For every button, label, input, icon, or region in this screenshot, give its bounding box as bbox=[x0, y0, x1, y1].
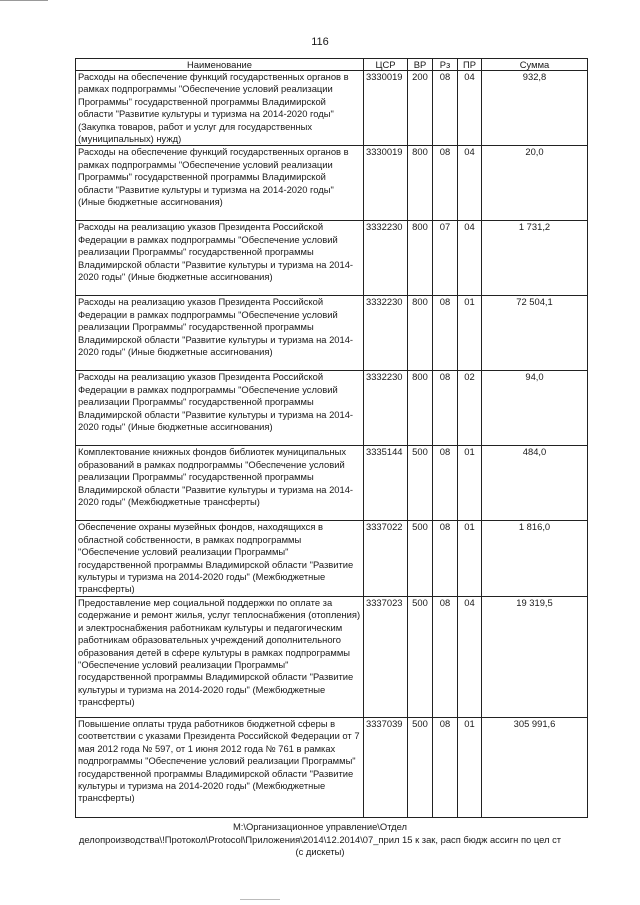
row-name: Расходы на реализацию указов Президента Российской Федерации в рамках подпрограммы "Обеспечение условий реализации Программы" государственной программы Владимирской области "Развитие культуры и туризма на 2014-2020 годы" (Иные бюджетные ассигнования) bbox=[76, 371, 364, 446]
row-sum: 94,0 bbox=[482, 371, 588, 446]
row-vr: 500 bbox=[408, 717, 433, 817]
row-csr: 3337022 bbox=[364, 521, 408, 596]
row-vr: 800 bbox=[408, 371, 433, 446]
row-rz: 08 bbox=[433, 296, 458, 371]
row-pr: 04 bbox=[458, 71, 482, 146]
scan-bottom-mark bbox=[240, 899, 280, 900]
row-vr: 200 bbox=[408, 71, 433, 146]
row-name: Обеспечение охраны музейных фондов, находящихся в областной собственности, в рамках подпрограммы "Обеспечение условий реализации Программы" государственной программы Владимирской области "Развитие культуры и туризма на 2014-2020 годы" (Межбюджетные трансферты) bbox=[76, 521, 364, 596]
row-name: Расходы на реализацию указов Президента Российской Федерации в рамках подпрограммы "Обеспечение условий реализации Программы" государственной программы Владимирской области "Развитие культуры и туризма на 2014-2020 годы" (Иные бюджетные ассигнования) bbox=[76, 221, 364, 296]
row-sum: 932,8 bbox=[482, 71, 588, 146]
row-rz: 08 bbox=[433, 371, 458, 446]
row-name: Предоставление мер социальной поддержки по оплате за содержание и ремонт жилья, услуг теплоснабжения (отопления) и электроснабжения работникам культуры и педагогическим работникам образовательных учреждений дополнительного образования детей в сфере культуры в рамках подпрограммы "Обеспечение условий реализации Программы" государственной программы Владимирской области "Развитие культуры и туризма на 2014-2020 годы" (Межбюджетные трансферты) bbox=[76, 596, 364, 717]
row-rz: 08 bbox=[433, 146, 458, 221]
row-csr: 3337039 bbox=[364, 717, 408, 817]
page-number: 116 bbox=[311, 36, 329, 48]
header-rz: Рз bbox=[433, 59, 458, 71]
row-pr: 04 bbox=[458, 146, 482, 221]
row-pr: 01 bbox=[458, 446, 482, 521]
scan-edge-mark bbox=[0, 0, 48, 1]
row-name: Расходы на обеспечение функций государственных органов в рамках подпрограммы "Обеспечение условий реализации Программы" государственной программы Владимирской области "Развитие культуры и туризма на 2014-2020 годы" (Закупка товаров, работ и услуг для государственных (муниципальных) нужд) bbox=[76, 71, 364, 146]
table-row bbox=[76, 446, 588, 521]
row-name: Комплектование книжных фондов библиотек муниципальных образований в рамках подпрограммы "Обеспечение условий реализации Программы" государственной программы Владимирской области "Развитие культуры и туризма на 2014-2020 годы" (Межбюджетные трансферты) bbox=[76, 446, 364, 521]
header-sum: Сумма bbox=[482, 59, 588, 71]
table-row bbox=[76, 146, 588, 221]
table-row bbox=[76, 371, 588, 446]
header-csr: ЦСР bbox=[364, 59, 408, 71]
row-csr: 3332230 bbox=[364, 371, 408, 446]
row-pr: 01 bbox=[458, 717, 482, 817]
budget-table bbox=[75, 58, 588, 818]
row-csr: 3332230 bbox=[364, 296, 408, 371]
table-row bbox=[76, 221, 588, 296]
row-vr: 800 bbox=[408, 221, 433, 296]
table-row bbox=[76, 296, 588, 371]
file-path-footer bbox=[40, 821, 600, 859]
row-vr: 800 bbox=[408, 146, 433, 221]
row-rz: 07 bbox=[433, 221, 458, 296]
row-vr: 500 bbox=[408, 521, 433, 596]
row-sum: 20,0 bbox=[482, 146, 588, 221]
row-csr: 3335144 bbox=[364, 446, 408, 521]
row-pr: 01 bbox=[458, 521, 482, 596]
row-pr: 01 bbox=[458, 296, 482, 371]
row-vr: 800 bbox=[408, 296, 433, 371]
header-pr: ПР bbox=[458, 59, 482, 71]
row-pr: 04 bbox=[458, 221, 482, 296]
row-pr: 04 bbox=[458, 596, 482, 717]
footer-line-3: (с дискеты) bbox=[295, 846, 345, 857]
row-rz: 08 bbox=[433, 596, 458, 717]
row-rz: 08 bbox=[433, 717, 458, 817]
row-csr: 3332230 bbox=[364, 221, 408, 296]
table-header-row bbox=[76, 59, 588, 71]
row-rz: 08 bbox=[433, 71, 458, 146]
footer-line-1: M:\Организационное управление\Отдел bbox=[232, 821, 408, 832]
row-csr: 3330019 bbox=[364, 71, 408, 146]
row-name: Расходы на обеспечение функций государственных органов в рамках подпрограммы "Обеспечение условий реализации Программы" государственной программы Владимирской области "Развитие культуры и туризма на 2014-2020 годы" (Иные бюджетные ассигнования) bbox=[76, 146, 364, 221]
header-vr: ВР bbox=[408, 59, 433, 71]
row-rz: 08 bbox=[433, 446, 458, 521]
row-csr: 3337023 bbox=[364, 596, 408, 717]
row-pr: 02 bbox=[458, 371, 482, 446]
row-rz: 08 bbox=[433, 521, 458, 596]
row-vr: 500 bbox=[408, 446, 433, 521]
row-sum: 1 731,2 bbox=[482, 221, 588, 296]
row-name: Расходы на реализацию указов Президента Российской Федерации в рамках подпрограммы "Обеспечение условий реализации Программы" государственной программы Владимирской области "Развитие культуры и туризма на 2014-2020 годы" (Иные бюджетные ассигнования) bbox=[76, 296, 364, 371]
row-vr: 500 bbox=[408, 596, 433, 717]
row-sum: 19 319,5 bbox=[482, 596, 588, 717]
row-sum: 484,0 bbox=[482, 446, 588, 521]
row-csr: 3330019 bbox=[364, 146, 408, 221]
header-name: Наименование bbox=[76, 59, 364, 71]
footer-line-2: делопроизводства\!Протокол\Protocol\Приложения\2014\12.2014\07_прил 15 к зак, расп бюдж ассигн по цел ст bbox=[78, 833, 562, 845]
row-sum: 72 504,1 bbox=[482, 296, 588, 371]
table-row bbox=[76, 521, 588, 596]
table-row bbox=[76, 596, 588, 717]
table-row bbox=[76, 71, 588, 146]
row-sum: 1 816,0 bbox=[482, 521, 588, 596]
table-row bbox=[76, 717, 588, 817]
row-sum: 305 991,6 bbox=[482, 717, 588, 817]
row-name: Повышение оплаты труда работников бюджетной сферы в соответствии с указами Президента Российской Федерации от 7 мая 2012 года № 597, от 1 июня 2012 года № 761 в рамках подпрограммы "Обеспечение условий реализации Программы" государственной программы Владимирской области "Развитие культуры и туризма на 2014-2020 годы" (Межбюджетные трансферты) bbox=[76, 717, 364, 817]
